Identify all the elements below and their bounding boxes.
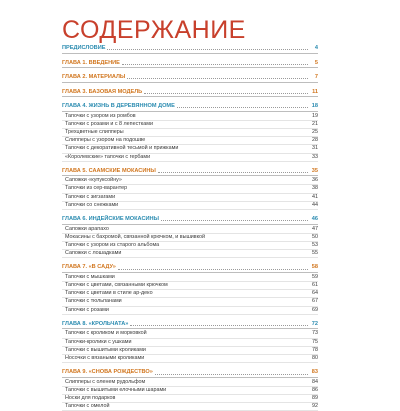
dot-leader: [180, 150, 308, 151]
toc-entry: [62, 226, 318, 234]
toc-entry: [62, 234, 318, 242]
dot-leader: [168, 391, 308, 392]
toc-entry-title: Тапочки с вышитыми елочными шарами: [65, 386, 167, 393]
toc-chapter: [62, 215, 318, 258]
toc-chapter: [62, 167, 318, 210]
toc-entry: [62, 379, 318, 387]
toc-chapter-page: 11: [312, 88, 318, 95]
toc-chapter-heading: [62, 102, 318, 112]
dot-leader: [158, 171, 308, 173]
dot-leader: [161, 247, 308, 248]
toc-entry-page: 38: [312, 185, 318, 192]
toc-entry-title: Слипперы с узором на подошве: [65, 137, 146, 144]
toc-chapter: [62, 263, 318, 315]
toc-entry: [62, 347, 318, 355]
dot-leader: [148, 351, 308, 352]
toc-entry-title: Тапочки с кроликом и морковкой: [65, 330, 147, 337]
toc-chapter-heading: [62, 59, 318, 69]
toc-entry-title: Сапожки с лошадками: [65, 250, 122, 257]
dot-leader: [130, 324, 308, 326]
toc-chapter-page: 35: [311, 167, 318, 174]
toc-entry-page: 75: [312, 338, 318, 345]
toc-entry: [62, 202, 318, 210]
toc-chapter-heading: [62, 88, 318, 98]
toc-chapter-page: 83: [311, 369, 318, 376]
toc-entry: [62, 177, 318, 185]
toc-chapter-title: ГЛАВА 7. «В САДУ»: [62, 264, 116, 271]
toc-entry: [62, 395, 318, 403]
toc-entry-page: 61: [312, 282, 318, 289]
toc-entry-title: Сапожки арапахо: [65, 225, 109, 232]
toc-entry-title: Тапочки со снежками: [65, 201, 119, 208]
toc-entry-page: 69: [312, 306, 318, 313]
toc-entry-title: Тапочки из сер-варантер: [65, 185, 128, 192]
toc-entry-title: Тапочки с розами: [65, 306, 109, 313]
dot-leader: [124, 303, 308, 304]
dot-leader: [170, 287, 308, 288]
dot-leader: [149, 335, 308, 336]
toc-chapter: [62, 102, 318, 162]
toc-chapter-title: ПРЕДИСЛОВИЕ: [62, 45, 106, 51]
toc-chapter-title: ГЛАВА 1. ВВЕДЕНИЕ: [62, 59, 120, 66]
dot-leader: [124, 182, 308, 183]
toc-entry: [62, 154, 318, 162]
dot-leader: [152, 158, 308, 159]
dot-leader: [123, 255, 308, 256]
toc-entry-page: 73: [312, 330, 318, 337]
dot-leader: [155, 125, 308, 126]
toc-entry: [62, 282, 318, 290]
toc-chapter-title: ГЛАВА 2. МАТЕРИАЛЫ: [62, 74, 126, 80]
dot-leader: [126, 134, 308, 135]
table-of-contents: [62, 42, 318, 411]
toc-chapter-page: 5: [314, 59, 318, 66]
dot-leader: [161, 219, 308, 221]
toc-entry-title: Тапочки с розами и с 8 лепестками: [65, 120, 153, 127]
toc-chapter-heading: [62, 215, 318, 225]
toc-entry-page: 67: [312, 298, 318, 305]
toc-chapter-title: ГЛАВА 4. ЖИЗНЬ В ДЕРЕВЯННОМ ДОМЕ: [62, 103, 175, 109]
toc-entry: [62, 403, 318, 411]
toc-entry: [62, 185, 318, 193]
dot-leader: [155, 295, 308, 296]
toc-chapter: [62, 88, 318, 98]
toc-chapter-heading: [62, 368, 318, 378]
toc-entry: [62, 113, 318, 121]
toc-entry-page: 64: [312, 290, 318, 297]
toc-entry-page: 31: [312, 145, 318, 152]
toc-entry: [62, 298, 318, 306]
toc-entry-title: Носочки с вязаными кроликами: [65, 354, 145, 361]
dot-leader: [111, 311, 308, 312]
dot-leader: [107, 48, 308, 50]
toc-entry-page: 59: [312, 273, 318, 280]
toc-entry-page: 47: [312, 225, 318, 232]
toc-entry-page: 44: [312, 201, 318, 208]
toc-entry-title: Тапочки с цветами, связанными крючком: [65, 282, 168, 289]
dot-leader: [127, 77, 308, 79]
toc-entry-title: Мокасины с бахромой, связанной крючком, и вышивкой: [65, 233, 206, 240]
toc-entry-title: Сапожки «купуксойну»: [65, 177, 122, 184]
toc-entry-page: 80: [312, 354, 318, 361]
toc-entry: [62, 339, 318, 347]
toc-entry-title: Тапочки-кролики с ушками: [65, 338, 132, 345]
toc-entry: [62, 274, 318, 282]
dot-leader: [120, 206, 308, 207]
dot-leader: [122, 63, 308, 65]
dot-leader: [111, 230, 308, 231]
toc-chapter-page: 46: [311, 216, 318, 223]
toc-chapter-page: 72: [311, 320, 318, 327]
toc-chapter-title: ГЛАВА 3. БАЗОВАЯ МОДЕЛЬ: [62, 88, 143, 95]
toc-entry-page: 53: [312, 241, 318, 248]
toc-entry-title: Тапочки с мышками: [65, 273, 115, 280]
toc-chapter-page: 4: [314, 45, 318, 51]
toc-chapter: [62, 368, 318, 411]
dot-leader: [146, 360, 308, 361]
toc-entry-page: 21: [312, 120, 318, 127]
dot-leader: [129, 190, 308, 191]
toc-entry: [62, 121, 318, 129]
dot-leader: [117, 278, 308, 279]
toc-chapter: [62, 73, 318, 83]
toc-entry: [62, 250, 318, 258]
toc-chapter-page: 7: [314, 74, 318, 80]
toc-chapter-page: 58: [311, 264, 318, 271]
toc-entry-title: Тапочки с тюльпанами: [65, 298, 122, 305]
dot-leader: [155, 373, 308, 375]
toc-entry-page: 25: [312, 128, 318, 135]
toc-entry-page: 28: [312, 137, 318, 144]
dot-leader: [111, 408, 308, 409]
toc-entry-title: Носки для подарков: [65, 395, 116, 402]
toc-entry-title: Трехцветные слипперы: [65, 128, 124, 135]
toc-entry: [62, 387, 318, 395]
toc-chapter-title: ГЛАВА 9. «СНОВА РОЖДЕСТВО»: [62, 369, 153, 376]
toc-entry-page: 33: [312, 153, 318, 160]
toc-entry: [62, 307, 318, 315]
toc-entry-page: 84: [312, 378, 318, 385]
toc-chapter: [62, 320, 318, 363]
toc-chapter: [62, 44, 318, 54]
toc-chapter-heading: [62, 73, 318, 83]
toc-entry: [62, 242, 318, 250]
toc-chapter-title: ГЛАВА 5. СААМСКИЕ МОКАСИНЫ: [62, 167, 156, 174]
toc-entry-title: Тапочки с омелой: [65, 403, 110, 410]
toc-entry: [62, 145, 318, 153]
toc-chapter-page: 18: [311, 103, 318, 109]
toc-entry: [62, 355, 318, 363]
dot-leader: [147, 383, 308, 384]
toc-entry: [62, 290, 318, 298]
toc-entry-title: «Королевские» тапочки с гербами: [65, 153, 151, 160]
toc-entry-page: 89: [312, 395, 318, 402]
toc-entry-title: Тапочки с узором из старого альбома: [65, 241, 160, 248]
toc-entry-title: Тапочки с узором из ромбов: [65, 112, 136, 119]
toc-chapter-title: ГЛАВА 8. «КРОЛЬЧАТА»: [62, 320, 129, 327]
toc-chapter: [62, 59, 318, 69]
dot-leader: [134, 343, 309, 344]
toc-entry: [62, 129, 318, 137]
dot-leader: [147, 142, 308, 143]
toc-entry-page: 92: [312, 403, 318, 410]
toc-entry-page: 55: [312, 250, 318, 257]
toc-entry-title: Тапочки с вышитыми кроликами: [65, 346, 146, 353]
toc-entry-page: 78: [312, 346, 318, 353]
toc-entry-page: 36: [312, 177, 318, 184]
toc-entry: [62, 330, 318, 338]
toc-entry-page: 19: [312, 112, 318, 119]
dot-leader: [118, 268, 308, 270]
dot-leader: [138, 117, 308, 118]
toc-chapter-heading: [62, 263, 318, 273]
dot-leader: [144, 92, 308, 94]
dot-leader: [207, 238, 308, 239]
toc-chapter-heading: [62, 320, 318, 330]
toc-entry: [62, 194, 318, 202]
toc-chapter-title: ГЛАВА 6. ИНДЕЙСКИЕ МОКАСИНЫ: [62, 216, 160, 223]
toc-entry-title: Тапочки с зигзагами: [65, 193, 116, 200]
toc-entry-page: 86: [312, 386, 318, 393]
toc-chapter-heading: [62, 44, 318, 54]
toc-entry-title: Тапочки с цветами в стиле ар-деко: [65, 290, 153, 297]
dot-leader: [117, 198, 308, 199]
page-title: СОДЕРЖАНИЕ: [62, 16, 246, 44]
toc-entry-page: 41: [312, 193, 318, 200]
toc-entry-title: Слипперы с оленем рудольфом: [65, 378, 146, 385]
toc-chapter-heading: [62, 167, 318, 177]
dot-leader: [177, 106, 308, 108]
toc-entry-title: Тапочки с декоративной тесьмой и прижками: [65, 145, 179, 152]
toc-entry-page: 50: [312, 233, 318, 240]
